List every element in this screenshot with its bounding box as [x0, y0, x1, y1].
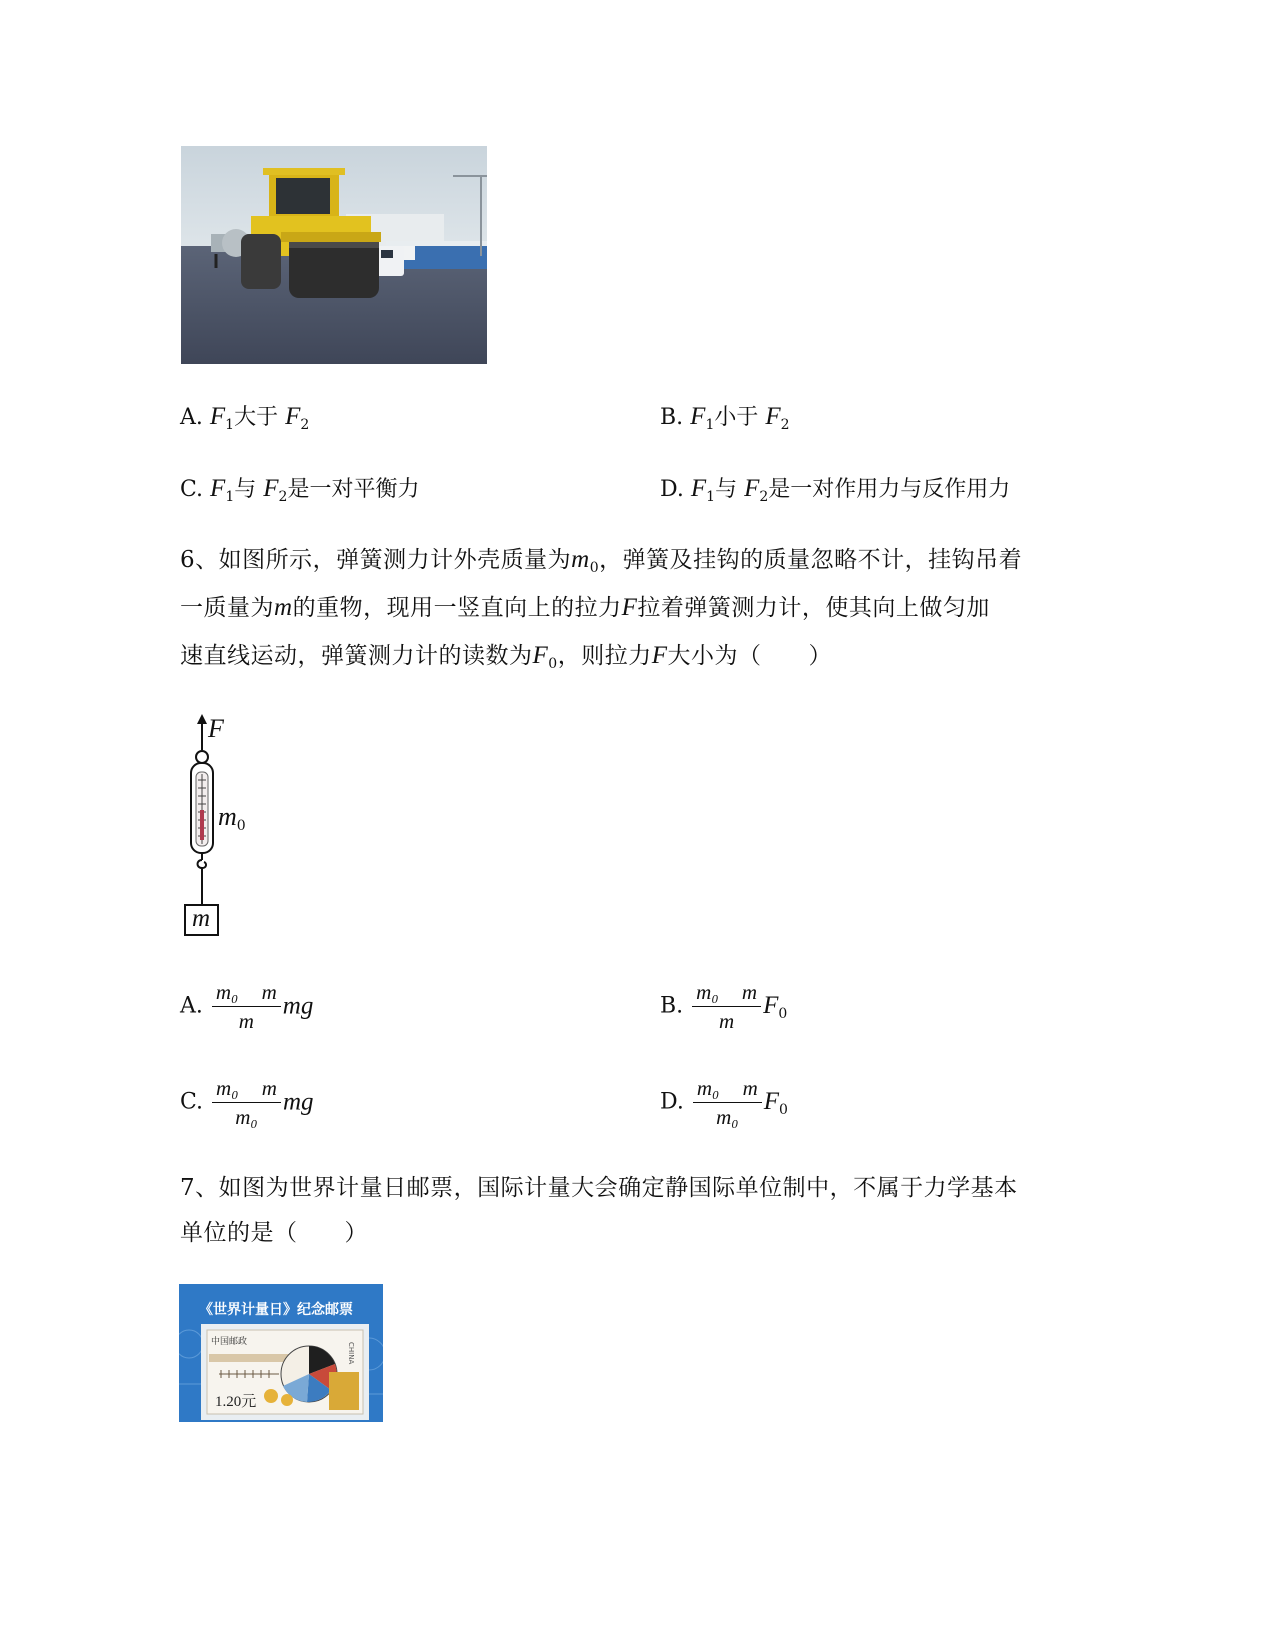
question-6-line-2: 一质量为m的重物，现用一竖直向上的拉力F拉着弹簧测力计，使其向上做匀加 [180, 594, 990, 621]
fraction: $\frac{\text{m₀ m}}{m}$ [692, 980, 761, 1033]
spring-scale-figure [180, 710, 260, 940]
fraction: $\frac{\text{m₀ m}}{\text{m₀}}$ [693, 1076, 762, 1129]
option-d[interactable]: D. $F_1$与 $F_2$是一对作用力与反作用力 [660, 475, 1011, 505]
option-letter: D. [660, 477, 684, 502]
road-roller-photo [181, 146, 487, 364]
option-c[interactable]: C. $F_1$与 $F_2$是一对平衡力 [180, 475, 420, 505]
question-7-line-2: 单位的是（ ） [180, 1220, 368, 1246]
metrology-stamp-image [179, 1284, 383, 1422]
option-d[interactable]: D. $\frac{\text{m₀ m}}{\text{m₀}}$ $F_0$ [660, 1076, 788, 1129]
fraction: $\frac{\text{m₀ m}}{\text{m₀}}$ [212, 1076, 281, 1129]
option-b[interactable]: B. $F_1$小于 $F_2$ [660, 403, 790, 433]
force-label: F [208, 714, 224, 743]
option-letter: A. [180, 405, 203, 430]
weight-label: m [192, 905, 211, 932]
option-b[interactable]: B. $\frac{\text{m₀ m}}{m}$ $F_0$ [660, 980, 788, 1033]
option-letter: B. [660, 405, 684, 430]
fraction: $\frac{\text{m₀ m}}{m}$ [212, 980, 281, 1033]
stamp-value-label: 1.20元 [215, 1394, 257, 1410]
stamp-postal-label: 中国邮政 [211, 1337, 248, 1347]
question-6-line-3: 速直线运动，弹簧测力计的读数为$F_0$，则拉力F大小为（ ） [180, 642, 832, 672]
stamp-country-label: CHINA [347, 1342, 355, 1365]
question-6-line-1: 6、如图所示，弹簧测力计外壳质量为$m_0$，弹簧及挂钩的质量忽略不计，挂钩吊着 [180, 546, 1023, 576]
question-7-line-1: 7、如图为世界计量日邮票，国际计量大会确定静国际单位制中，不属于力学基本 [180, 1175, 1018, 1201]
option-letter: C. [180, 477, 204, 502]
stamp-title: 《世界计量日》纪念邮票 [199, 1302, 353, 1318]
mass-label: $m_0$ [218, 802, 246, 834]
option-c[interactable]: C. $\frac{\text{m₀ m}}{\text{m₀}}$ mg [180, 1076, 314, 1129]
option-a[interactable]: A. $\frac{\text{m₀ m}}{m}$ mg [180, 980, 314, 1033]
option-a[interactable]: A. $F_1$大于 $F_2$ [180, 403, 310, 433]
